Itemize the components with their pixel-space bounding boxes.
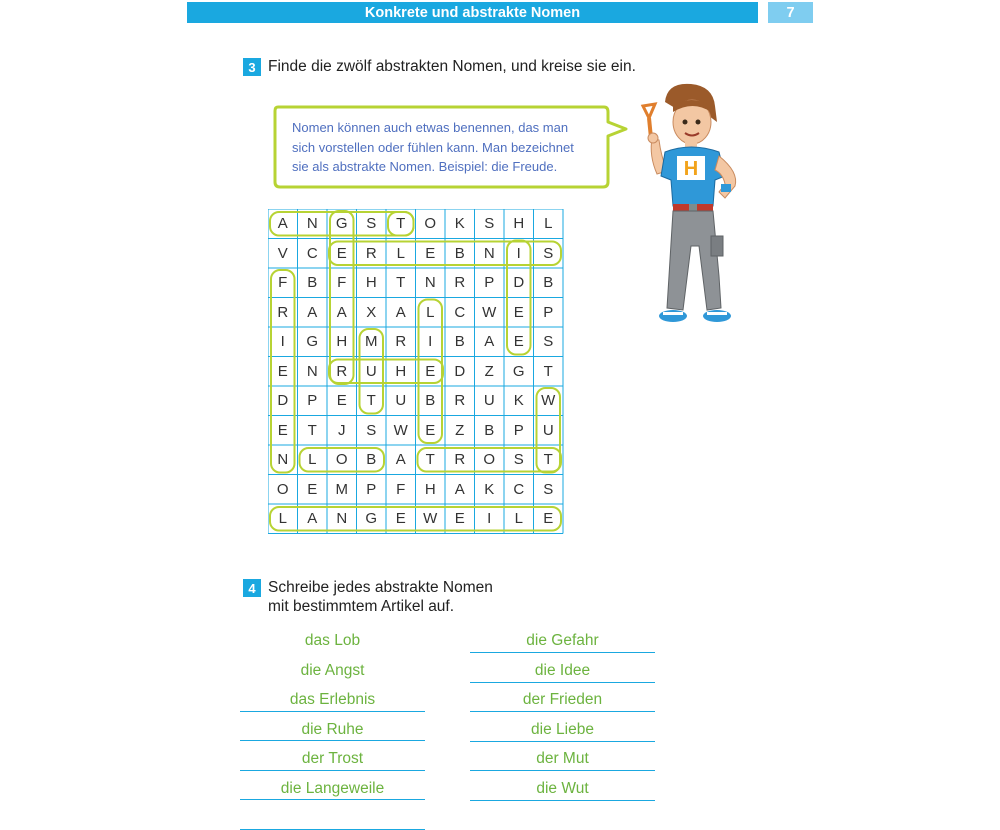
grid-letter[interactable]: B [454, 333, 465, 351]
answer-text: die Idee [534, 661, 591, 679]
grid-letter[interactable]: N [336, 510, 348, 528]
grid-letter[interactable]: L [544, 215, 553, 233]
grid-letter[interactable]: G [306, 333, 319, 351]
grid-letter[interactable]: O [483, 451, 496, 469]
grid-letter[interactable]: W [423, 510, 438, 528]
task-3-number: 3 [243, 58, 261, 76]
task-4-number: 4 [243, 579, 261, 597]
grid-letter[interactable]: H [513, 215, 525, 233]
task-4-instruction-line-2: mit bestimmtem Artikel auf. [268, 598, 455, 615]
grid-letter[interactable]: T [396, 274, 406, 292]
grid-letter[interactable]: A [336, 303, 347, 321]
answer-text: das Erlebnis [289, 691, 376, 708]
grid-letter[interactable]: B [454, 244, 465, 262]
grid-letter[interactable]: G [365, 510, 378, 528]
grid-letter[interactable]: T [425, 451, 435, 469]
bubble-line-1: Nomen können auch etwas benennen, das man [292, 120, 569, 135]
grid-letter[interactable]: G [512, 362, 525, 380]
grid-letter[interactable]: P [366, 480, 377, 498]
grid-letter[interactable]: M [335, 480, 348, 498]
answer-text: das Lob [304, 632, 361, 649]
grid-letter[interactable]: D [454, 362, 466, 380]
grid-letter[interactable]: W [541, 392, 556, 410]
answer-line [470, 682, 655, 683]
grid-letter[interactable]: K [484, 480, 495, 498]
grid-letter[interactable]: E [425, 421, 436, 439]
grid-letter[interactable]: O [335, 451, 348, 469]
grid-letter[interactable]: P [307, 392, 318, 410]
grid-letter[interactable]: P [513, 421, 524, 439]
grid-letter[interactable]: E [395, 510, 406, 528]
grid-letter[interactable]: V [277, 244, 288, 262]
grid-letter[interactable]: L [514, 510, 523, 528]
grid-letter[interactable]: B [307, 274, 318, 292]
grid-letter[interactable]: E [454, 510, 465, 528]
grid-letter[interactable]: C [513, 480, 525, 498]
answer-line [470, 711, 655, 712]
grid-letter[interactable]: K [513, 392, 524, 410]
grid-letter[interactable]: U [542, 421, 554, 439]
grid-letter[interactable]: O [424, 215, 437, 233]
grid-letter[interactable]: E [277, 362, 288, 380]
grid-letter[interactable]: R [336, 362, 348, 380]
grid-letter[interactable]: C [454, 303, 466, 321]
answer-text: der Frieden [522, 691, 603, 708]
grid-letter[interactable]: I [428, 333, 433, 351]
grid-letter[interactable]: B [366, 451, 377, 469]
grid-letter[interactable]: F [396, 480, 406, 498]
grid-letter[interactable]: I [487, 510, 492, 528]
word-search-grid [268, 209, 563, 533]
grid-letter[interactable]: N [424, 274, 436, 292]
grid-letter[interactable]: A [484, 333, 495, 351]
grid-letter[interactable]: E [513, 303, 524, 321]
answer-line [470, 652, 655, 653]
grid-letter[interactable]: E [543, 510, 554, 528]
answer-text: die Liebe [531, 720, 594, 738]
svg-text:H: H [683, 158, 699, 180]
grid-letter[interactable]: A [395, 303, 406, 321]
grid-letter[interactable]: I [516, 244, 521, 262]
answer-line [470, 741, 655, 742]
answer-line [470, 770, 655, 771]
grid-letter[interactable]: E [277, 421, 288, 439]
grid-letter[interactable]: D [513, 274, 525, 292]
grid-letter[interactable]: L [308, 451, 317, 469]
grid-letter[interactable]: A [395, 451, 406, 469]
grid-letter[interactable]: T [543, 362, 553, 380]
grid-letter[interactable]: A [454, 480, 465, 498]
grid-letter[interactable]: E [425, 362, 436, 380]
grid-letter[interactable]: S [543, 244, 554, 262]
grid-letter[interactable]: L [426, 303, 435, 321]
grid-letter[interactable]: N [277, 451, 289, 469]
grid-letter[interactable]: L [396, 244, 405, 262]
grid-letter[interactable]: K [454, 215, 465, 233]
grid-letter[interactable]: W [482, 303, 497, 321]
grid-letter[interactable]: T [307, 421, 317, 439]
grid-letter[interactable]: S [513, 451, 524, 469]
grid-letter[interactable]: A [307, 303, 318, 321]
grid-letter[interactable]: A [307, 510, 318, 528]
grid-letter[interactable]: M [365, 333, 378, 351]
page-number: 7 [768, 2, 813, 23]
grid-letter[interactable]: U [483, 392, 495, 410]
grid-letter[interactable]: S [543, 480, 554, 498]
boy-with-magnifier-icon [635, 76, 755, 336]
grid-letter[interactable]: X [366, 303, 377, 321]
bubble-line-3: sie als abstrakte Nomen. Beispiel: die Freude. [292, 159, 558, 174]
grid-letter[interactable]: N [306, 215, 318, 233]
answer-line [240, 740, 425, 741]
grid-letter[interactable]: C [306, 244, 318, 262]
grid-letter[interactable]: E [513, 333, 524, 351]
grid-letter[interactable]: R [395, 333, 407, 351]
grid-letter[interactable]: N [306, 362, 318, 380]
grid-letter[interactable]: H [336, 333, 348, 351]
grid-letter[interactable]: B [543, 274, 554, 292]
grid-letter[interactable]: S [366, 215, 377, 233]
grid-letter[interactable]: E [336, 392, 347, 410]
grid-letter[interactable]: A [277, 215, 288, 233]
answer-line [240, 711, 425, 712]
bubble-line-2: sich vorstellen oder fühlen kann. Man bezeichnet [292, 139, 574, 155]
answer-text: die Angst [300, 661, 365, 679]
grid-letter[interactable]: R [454, 451, 466, 469]
grid-letter[interactable]: S [484, 215, 495, 233]
grid-letter[interactable]: E [307, 480, 318, 498]
grid-letter[interactable]: E [336, 244, 347, 262]
grid-letter[interactable]: E [425, 244, 436, 262]
chapter-title: Konkrete und abstrakte Nomen [187, 2, 758, 23]
answer-text: die Wut [536, 779, 589, 797]
grid-letter[interactable]: R [365, 244, 377, 262]
grid-letter[interactable]: T [366, 392, 376, 410]
grid-letter[interactable]: H [424, 480, 436, 498]
grid-letter[interactable]: U [395, 392, 407, 410]
grid-letter[interactable]: Z [484, 362, 494, 380]
grid-letter[interactable]: H [365, 274, 377, 292]
grid-letter[interactable]: T [396, 215, 406, 233]
grid-letter[interactable]: G [335, 215, 348, 233]
grid-letter[interactable]: O [276, 480, 289, 498]
grid-letter[interactable]: H [395, 362, 407, 380]
grid-letter[interactable]: U [365, 362, 377, 380]
answer-text: die Ruhe [301, 720, 364, 738]
grid-letter[interactable]: B [425, 392, 436, 410]
grid-letter[interactable]: R [454, 274, 466, 292]
grid-letter[interactable]: T [543, 451, 553, 469]
grid-letter[interactable]: I [280, 333, 285, 351]
bubble-text [292, 118, 604, 177]
grid-letter[interactable]: N [483, 244, 495, 262]
answer-text: der Trost [301, 750, 364, 767]
grid-letter[interactable]: R [454, 392, 466, 410]
grid-letter[interactable]: W [393, 421, 408, 439]
grid-letter[interactable]: Z [455, 421, 465, 439]
grid-letter[interactable]: B [484, 421, 495, 439]
grid-letter[interactable]: J [338, 421, 346, 439]
grid-letter[interactable]: D [277, 392, 289, 410]
task-4-instruction-line-1: Schreibe jedes abstrakte Nomen [268, 579, 493, 596]
grid-letter[interactable]: S [543, 333, 554, 351]
task-3-instruction: Finde die zwölf abstrakten Nomen, und kreise sie ein. [268, 58, 636, 75]
grid-letter[interactable]: L [278, 510, 287, 528]
answer-text: der Mut [536, 750, 589, 767]
grid-letter[interactable]: R [277, 303, 289, 321]
answer-text: die Gefahr [526, 632, 599, 649]
answer-line [240, 829, 425, 830]
grid-letter[interactable]: P [484, 274, 495, 292]
answer-text: die Langeweile [280, 779, 385, 797]
grid-letter[interactable]: P [543, 303, 554, 321]
answer-line [240, 770, 425, 771]
grid-letter[interactable]: S [366, 421, 377, 439]
grid-letter[interactable]: F [337, 274, 347, 292]
grid-letter[interactable]: F [278, 274, 288, 292]
